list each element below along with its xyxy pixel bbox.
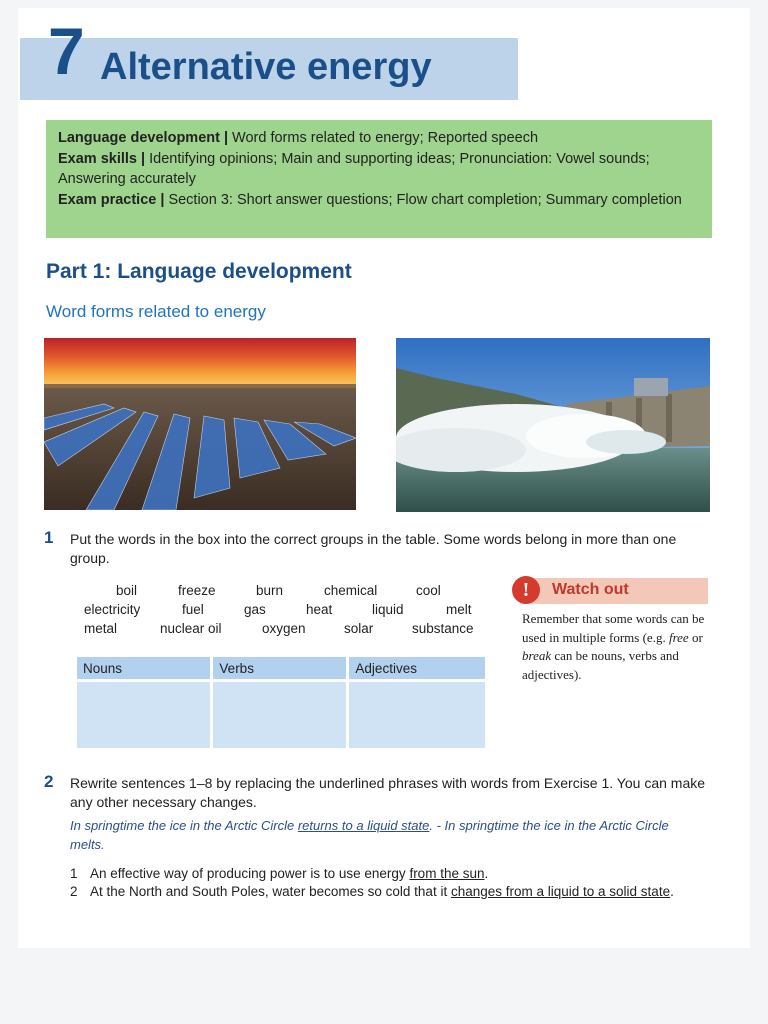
word-item: nuclear oil bbox=[160, 621, 222, 636]
table-header-adjectives: Adjectives bbox=[349, 657, 485, 679]
nouns-answer-cell[interactable] bbox=[77, 682, 210, 748]
exercise-2-instruction: Rewrite sentences 1–8 by replacing the underlined phrases with words from Exercise 1. You can make any other necessary changes. bbox=[70, 775, 706, 810]
word-item: substance bbox=[412, 621, 474, 636]
overview-text: Identifying opinions; Main and supporting ideas; Pronunciation: Vowel sounds; Answering accurately bbox=[58, 150, 650, 187]
exercise-1-instruction: Put the words in the box into the correct groups in the table. Some words belong in more than one group. bbox=[70, 531, 677, 566]
chapter-number: 7 bbox=[48, 14, 83, 88]
word-item: liquid bbox=[372, 602, 404, 617]
watch-out-box bbox=[512, 578, 708, 688]
example-sentence: In springtime the ice in the Arctic Circle returns to a liquid state. - In springtime the ice in the Arctic Circle melts. bbox=[70, 818, 669, 852]
adjectives-answer-cell[interactable] bbox=[349, 682, 485, 748]
word-item: melt bbox=[446, 602, 472, 617]
word-box bbox=[76, 578, 488, 648]
chapter-title: Alternative energy bbox=[100, 46, 432, 88]
word-item: burn bbox=[256, 583, 284, 598]
hydroelectric-dam-photo bbox=[396, 338, 710, 512]
word-item: gas bbox=[244, 602, 266, 617]
word-item: fuel bbox=[182, 602, 204, 617]
word-item: chemical bbox=[324, 583, 378, 598]
overview-label: Language development | bbox=[58, 130, 229, 146]
part-heading: Part 1: Language development bbox=[46, 260, 352, 283]
overview-language bbox=[58, 128, 700, 149]
overview-label: Exam skills | bbox=[58, 150, 146, 167]
word-item: cool bbox=[416, 583, 441, 598]
verbs-answer-cell[interactable] bbox=[213, 682, 346, 748]
watch-out-text: Remember that some words can be used in multiple forms (e.g. free or break can be nouns, verbs and adjectives). bbox=[522, 611, 705, 682]
overview-label: Exam practice | bbox=[58, 191, 165, 208]
word-item: oxygen bbox=[262, 621, 306, 636]
exclamation-icon: ! bbox=[512, 576, 540, 604]
overview-exam-practice bbox=[58, 190, 700, 211]
overview-exam-skills bbox=[58, 149, 700, 190]
exercise-2-number: 2 bbox=[44, 772, 54, 791]
sentence-item: 1 An effective way of producing power is to use energy from the sun. bbox=[70, 866, 489, 881]
exercise-1-number: 1 bbox=[44, 528, 54, 547]
table-header-verbs: Verbs bbox=[213, 657, 346, 679]
word-item: electricity bbox=[84, 602, 141, 617]
overview-text: Word forms related to energy; Reported speech bbox=[228, 130, 539, 146]
word-groups-table bbox=[74, 654, 488, 751]
watch-out-title: Watch out bbox=[552, 581, 629, 598]
overview-box bbox=[46, 120, 712, 238]
table-header-nouns: Nouns bbox=[77, 657, 210, 679]
word-item: freeze bbox=[178, 583, 216, 598]
solar-panels-photo bbox=[44, 338, 356, 510]
word-item: boil bbox=[116, 583, 138, 598]
overview-text: Section 3: Short answer questions; Flow chart completion; Summary completion bbox=[164, 191, 682, 208]
section-heading: Word forms related to energy bbox=[46, 302, 266, 321]
word-item: metal bbox=[84, 621, 118, 636]
sentence-item: 2 At the North and South Poles, water becomes so cold that it changes from a liquid to a solid state. bbox=[70, 884, 674, 899]
word-item: solar bbox=[344, 621, 374, 636]
word-item: heat bbox=[306, 602, 333, 617]
